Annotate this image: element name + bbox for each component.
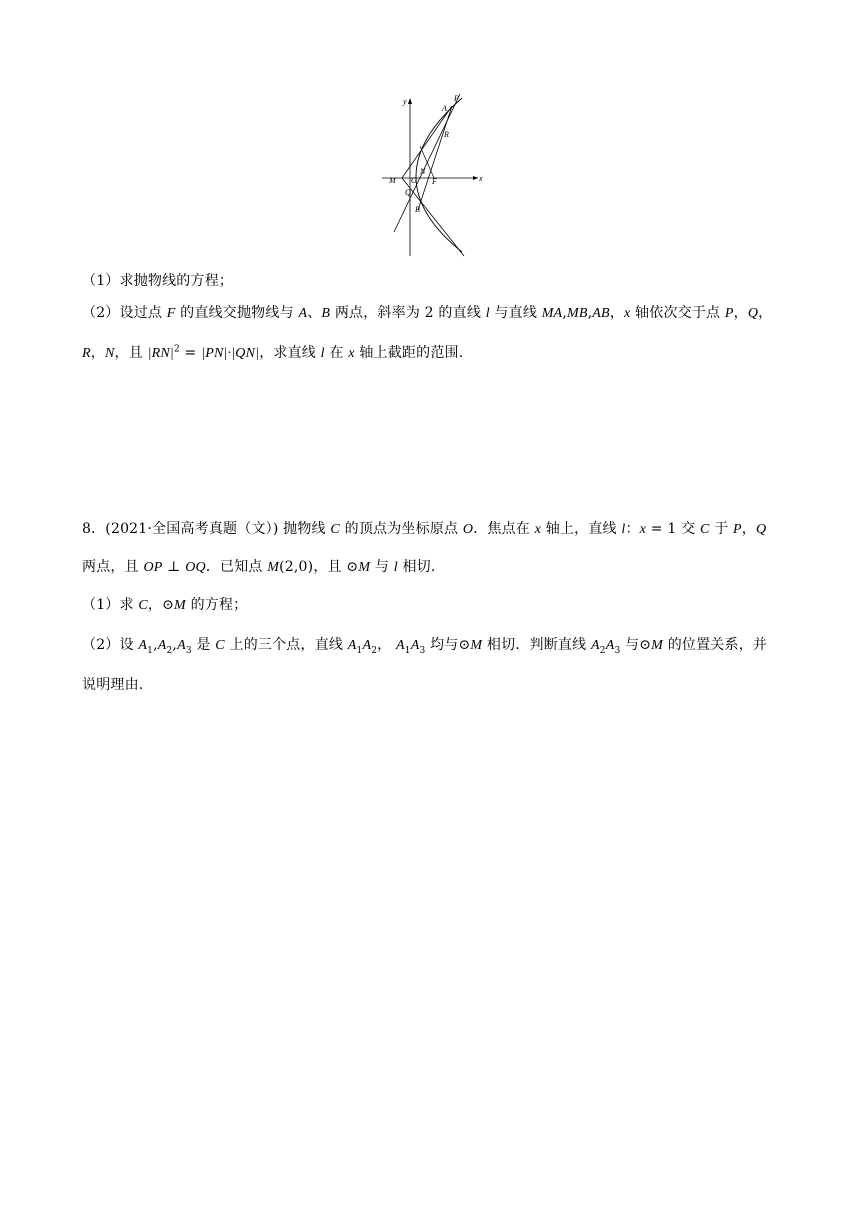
label-y: y [403,97,407,106]
label-n: N [420,167,426,176]
q8-line2: 两点，且 OP ⊥ OQ．已知点 M(2,0)，且 ⊙M 与 l 相切. [82,559,436,575]
q8-part1: （1）求 C，⊙M 的方程； [82,597,248,613]
line-ab [418,106,452,210]
q8-line1: 8．(2021·全国高考真题（文）) 抛物线 C 的顶点为坐标原点 O．焦点在 x 轴上，直线 l：x = 1 交 C 于 P，Q [82,521,767,537]
parabola-figure [378,92,488,260]
label-o: O [411,176,417,185]
label-b: B [415,205,420,214]
label-f: F [432,177,437,186]
line-l [394,94,460,232]
line-ma [402,106,452,178]
q7-part2-line2: R，N，且 $|RN|^2 = |PN|\cdot|QN|$，求直线 l 在 x 轴上截距的范围. [82,344,464,361]
x-axis-arrow [473,176,478,180]
label-q: Q [405,188,411,197]
label-p: P [454,94,459,103]
label-r: R [444,130,449,139]
q7-part1: （1）求抛物线的方程； [82,273,234,289]
q7-part2-line1: （2）设过点 F 的直线交抛物线与 A、B 两点，斜率为 2 的直线 l 与直线 MA,MB,AB，x 轴依次交于点 P，Q， [82,305,773,321]
q8-part2-line1: （2）设 $A_1,A_2,A_3$ 是 C 上的三个点，直线 $A_1A_2$， $A_1A_3$ 均与⊙M 相切．判断直线 $A_2A_3$ 与⊙M 的位置关系，并 [82,637,768,656]
line-mb [402,178,464,256]
q8-part2-line2: 说明理由. [82,677,144,693]
label-x: x [479,174,483,183]
parabola-diagram [378,92,488,260]
y-axis-arrow [408,98,412,104]
label-a: A [442,104,447,113]
label-m: M [389,176,396,185]
